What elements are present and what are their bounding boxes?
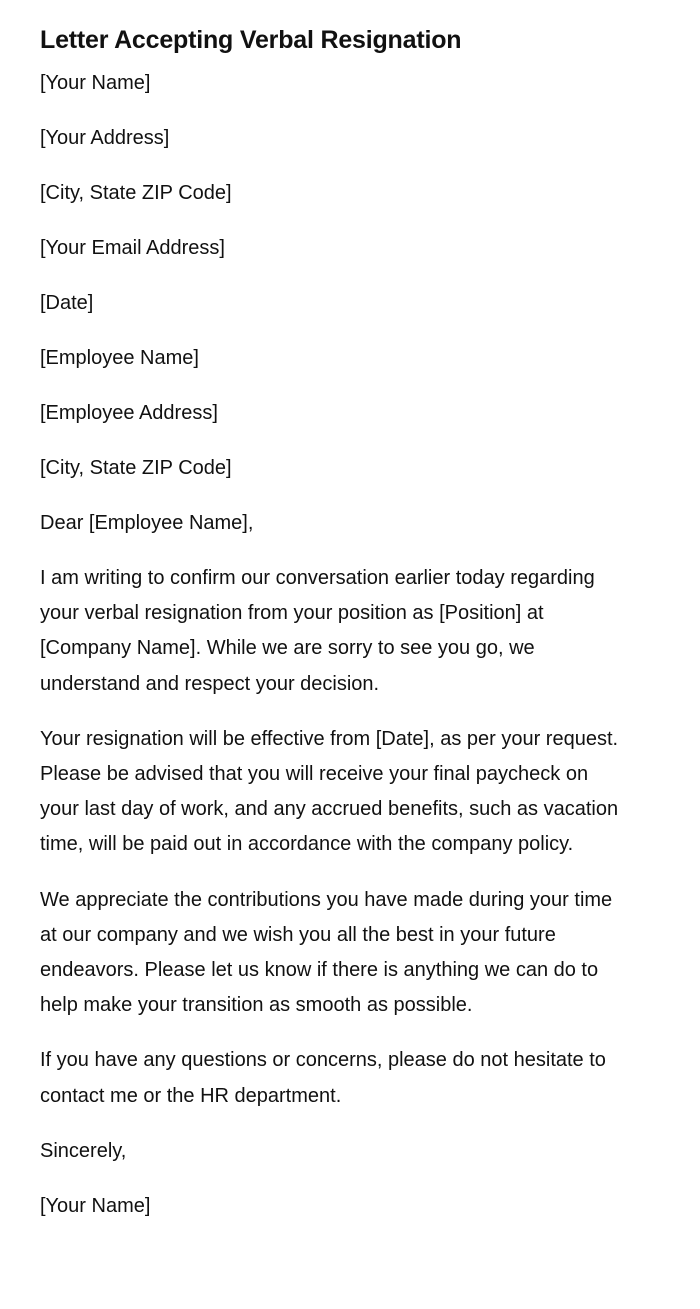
sender-email: [Your Email Address] xyxy=(40,237,225,259)
salutation: Dear [Employee Name], xyxy=(40,512,254,534)
body-paragraph: Your resignation will be effective from [Date], as per your request. Please be advised that you will receive your final paycheck on your last day of work, and any accrued benefits, such as vacation time, will be paid out in accordance with the company policy. xyxy=(40,727,619,856)
sender-address: [Your Address] xyxy=(40,127,170,149)
sender-name: [Your Name] xyxy=(40,72,151,94)
letter-date: [Date] xyxy=(40,292,94,314)
signature-name: [Your Name] xyxy=(40,1194,151,1217)
sender-city-state-zip: [City, State ZIP Code] xyxy=(40,182,232,204)
letter-title: Letter Accepting Verbal Resignation xyxy=(40,26,462,54)
recipient-address: [Employee Address] xyxy=(40,402,218,424)
closing: Sincerely, xyxy=(40,1139,127,1162)
body-paragraph: I am writing to confirm our conversation earlier today regarding your verbal resignation from your position as [Position] at [Company Name]. While we are sorry to see you go, we understand and respect your decision. xyxy=(40,567,595,695)
recipient-name: [Employee Name] xyxy=(40,347,199,369)
recipient-city-state-zip: [City, State ZIP Code] xyxy=(40,457,232,479)
body-paragraph: We appreciate the contributions you have made during your time at our company and we wish you all the best in your future endeavors. Please let us know if there is anything we can do to help make your transition as smooth as possible. xyxy=(40,888,613,1017)
body-paragraph: If you have any questions or concerns, please do not hesitate to contact me or the HR department. xyxy=(40,1049,606,1107)
